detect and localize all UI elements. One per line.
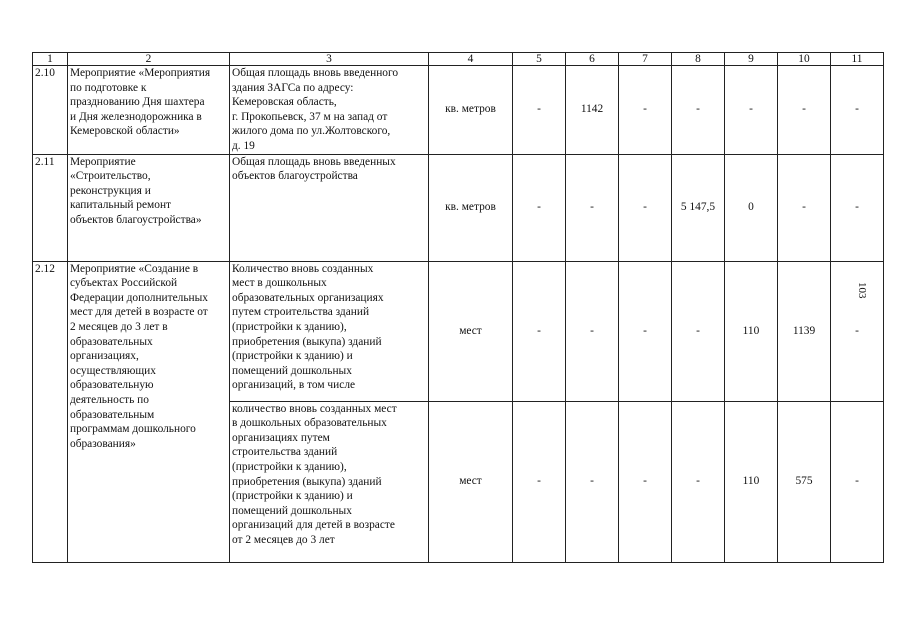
value-cell: - <box>513 261 566 401</box>
value-cell: 1139 <box>778 261 831 401</box>
header-cell: 11 <box>831 53 884 66</box>
value-cell: 5 147,5 <box>672 154 725 261</box>
value-cell: - <box>513 401 566 562</box>
value-cell: - <box>831 154 884 261</box>
header-cell: 4 <box>429 53 513 66</box>
event-name: Мероприятие «Мероприятия по подготовке к празднованию Дня шахтера и Дня железнодорожника в Кемеровской области» <box>68 66 230 155</box>
row-number: 2.10 <box>33 66 68 155</box>
value-cell: - <box>566 401 619 562</box>
header-cell: 3 <box>230 53 429 66</box>
value-cell: - <box>619 401 672 562</box>
row-number: 2.12 <box>33 261 68 562</box>
value-cell: - <box>619 154 672 261</box>
value-cell: - <box>778 154 831 261</box>
header-cell: 5 <box>513 53 566 66</box>
unit: мест <box>429 261 513 401</box>
header-cell: 10 <box>778 53 831 66</box>
value-cell: 110 <box>725 401 778 562</box>
header-row <box>33 53 884 66</box>
value-cell: - <box>619 261 672 401</box>
value-cell: - <box>513 154 566 261</box>
value-cell: - <box>831 401 884 562</box>
header-cell: 9 <box>725 53 778 66</box>
header-cell: 7 <box>619 53 672 66</box>
event-name: Мероприятие «Создание в субъектах Российской Федерации дополнительных мест для детей в возрасте от 2 месяцев до 3 лет в образовательных организациях, осуществляющих образовательную деятельность по образовательным программам дошкольного образования» <box>68 261 230 562</box>
indicator-name: Количество вновь созданных мест в дошкольных образовательных организациях путем строительства зданий (пристройки к зданию), приобретения (выкупа) зданий (пристройки к зданию) и помещений дошкольных организаций, в том числе <box>230 261 429 401</box>
header-cell: 2 <box>68 53 230 66</box>
value-cell: - <box>672 401 725 562</box>
event-name: Мероприятие «Строительство, реконструкция и капитальный ремонт объектов благоустройства» <box>68 154 230 261</box>
unit: мест <box>429 401 513 562</box>
value-cell: 110 <box>725 261 778 401</box>
value-cell: 0 <box>725 154 778 261</box>
value-cell: 575 <box>778 401 831 562</box>
indicator-name: Общая площадь вновь введенных объектов благоустройства <box>230 154 429 261</box>
indicator-name: Общая площадь вновь введенного здания ЗАГСа по адресу: Кемеровская область, г. Прокопьевск, 37 м на запад от жилого дома по ул.Жолтовского, д. 19 <box>230 66 429 155</box>
indicators-table <box>32 52 884 563</box>
value-cell: - <box>513 66 566 155</box>
value-cell: 1142 <box>566 66 619 155</box>
unit: кв. метров <box>429 66 513 155</box>
header-cell: 1 <box>33 53 68 66</box>
row-number: 2.11 <box>33 154 68 261</box>
value-cell: - <box>619 66 672 155</box>
indicator-name: количество вновь созданных мест в дошкольных образовательных организациях путем строительства зданий (пристройки к зданию), приобретения (выкупа) зданий (пристройки к зданию) и помещений дошкольных организаций для детей в возрасте от 2 месяцев до 3 лет <box>230 401 429 562</box>
value-cell: - <box>831 66 884 155</box>
header-cell: 8 <box>672 53 725 66</box>
value-cell: - <box>831 261 884 401</box>
value-cell: - <box>566 261 619 401</box>
table-row <box>33 154 884 261</box>
header-cell: 6 <box>566 53 619 66</box>
value-cell: - <box>566 154 619 261</box>
value-cell: - <box>672 261 725 401</box>
table-row <box>33 66 884 155</box>
unit: кв. метров <box>429 154 513 261</box>
table-row <box>33 261 884 401</box>
value-cell: - <box>725 66 778 155</box>
value-cell: - <box>778 66 831 155</box>
page-number: 103 <box>856 282 868 299</box>
value-cell: - <box>672 66 725 155</box>
